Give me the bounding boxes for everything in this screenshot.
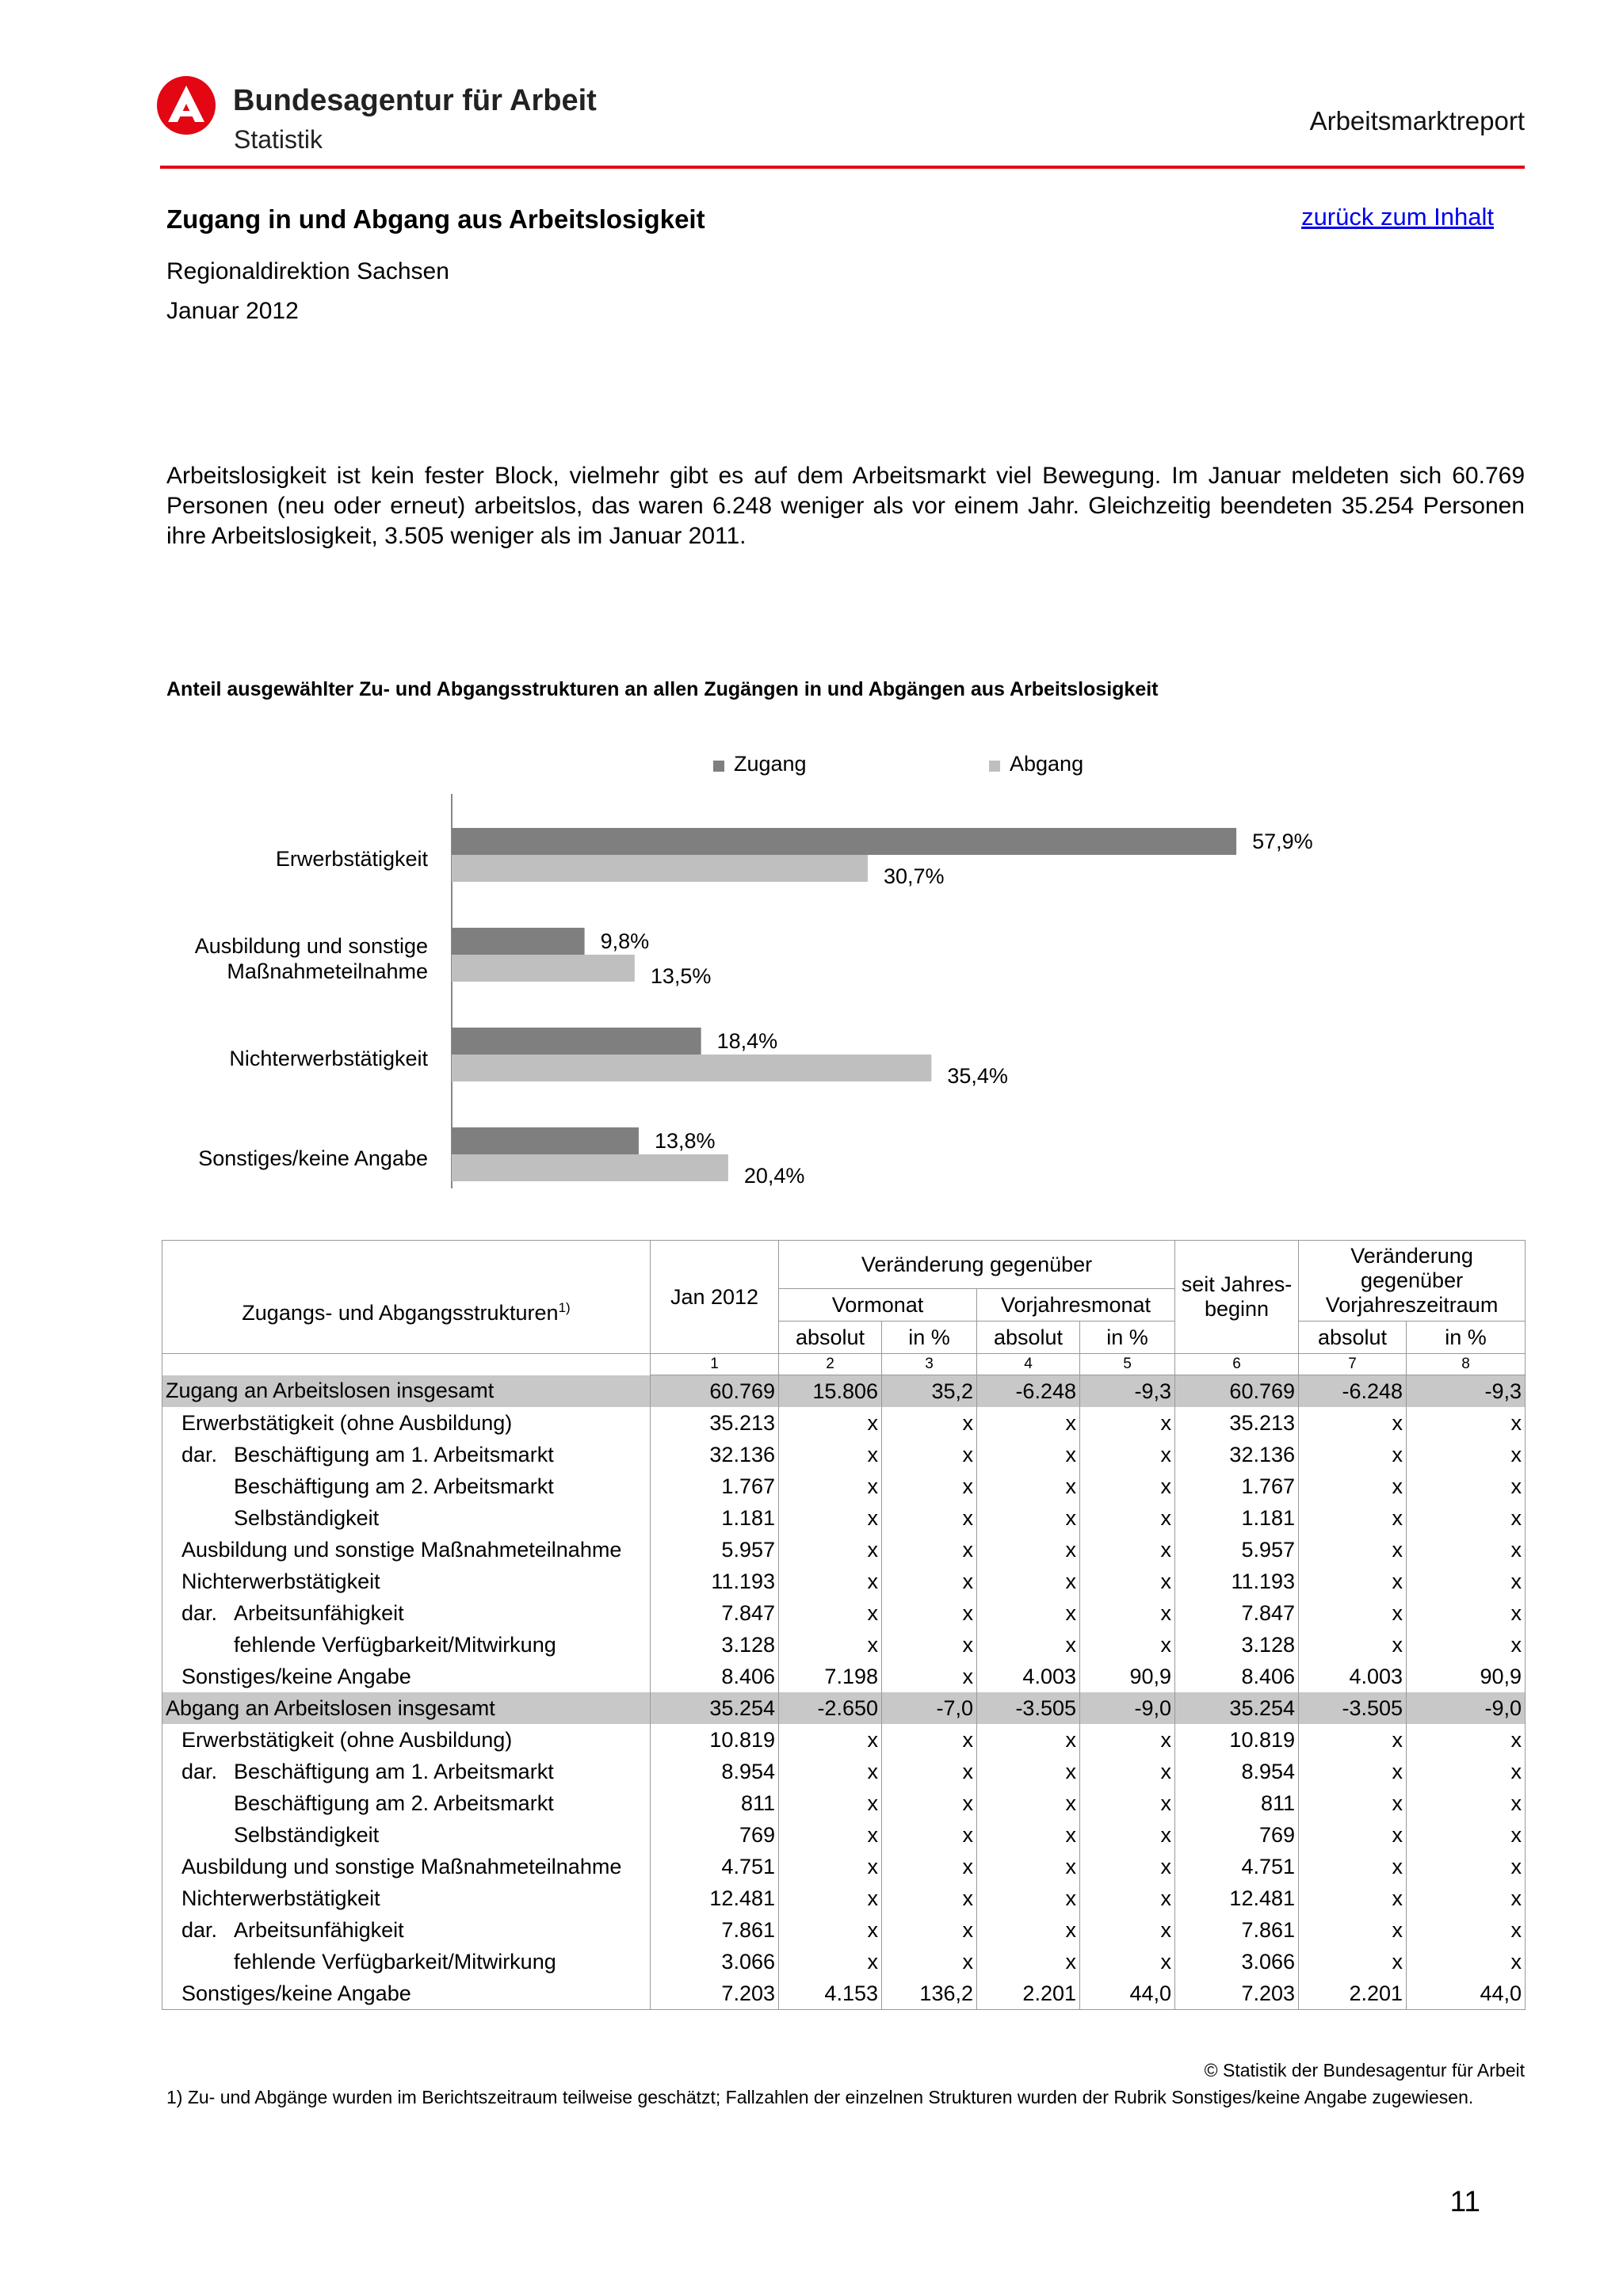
table-cell: 11.193 <box>1175 1566 1299 1597</box>
table-cell: 136,2 <box>882 1978 977 2010</box>
table-cell: 4.003 <box>1299 1661 1407 1692</box>
table-cell: x <box>779 1946 882 1978</box>
table-cell: x <box>779 1407 882 1439</box>
table-cell: x <box>779 1819 882 1851</box>
column-number: 4 <box>977 1354 1080 1375</box>
table-cell: 7.203 <box>651 1978 779 2010</box>
table-cell: x <box>779 1914 882 1946</box>
table-cell: -3.505 <box>1299 1692 1407 1724</box>
table-cell: x <box>1407 1756 1526 1787</box>
table-row <box>162 1978 1526 2010</box>
table-total-row <box>162 1692 1526 1724</box>
table-cell: x <box>1407 1566 1526 1597</box>
table-cell: x <box>882 1534 977 1566</box>
table-cell: 35.213 <box>1175 1407 1299 1439</box>
table-cell: 90,9 <box>1407 1661 1526 1692</box>
table-cell: x <box>1299 1851 1407 1882</box>
table-cell: x <box>977 1882 1080 1914</box>
table-row <box>162 1661 1526 1692</box>
table-cell: 1.181 <box>1175 1502 1299 1534</box>
table-cell: x <box>779 1882 882 1914</box>
table-cell: x <box>977 1787 1080 1819</box>
data-label: 35,4% <box>947 1064 1008 1088</box>
table-cell: x <box>977 1439 1080 1470</box>
table-cell: 35.254 <box>651 1692 779 1724</box>
table-cell: 7.847 <box>1175 1597 1299 1629</box>
table-cell: x <box>1407 1470 1526 1502</box>
bar-abgang <box>452 955 635 982</box>
table-cell: -9,3 <box>1407 1375 1526 1408</box>
row-label <box>162 1597 651 1629</box>
table-cell: 4.153 <box>779 1978 882 2010</box>
table-cell: x <box>1407 1439 1526 1470</box>
row-label <box>162 1756 651 1787</box>
table-cell: x <box>779 1439 882 1470</box>
table-cell: x <box>977 1597 1080 1629</box>
table-cell: x <box>1299 1882 1407 1914</box>
row-label: Ausbildung und sonstige Maßnahmeteilnahme <box>162 1851 651 1882</box>
header-change-period: Veränderung gegenüber Vorjahreszeitraum <box>1299 1241 1526 1322</box>
table-row <box>162 1819 1526 1851</box>
row-label: Erwerbstätigkeit (ohne Ausbildung) <box>162 1407 651 1439</box>
footnote: 1) Zu- und Abgänge wurden im Berichtszeitraum teilweise geschätzt; Fallzahlen der einzelnen Strukturen wurden der Rubrik Sonstiges/keine Angabe zugewiesen. <box>166 2087 1474 2107</box>
table-cell: x <box>1407 1597 1526 1629</box>
table-cell: x <box>1080 1787 1175 1819</box>
row-label-text: Beschäftigung am 1. Arbeitsmarkt <box>234 1442 554 1466</box>
bar-chart <box>158 745 1347 1212</box>
table-cell: x <box>1407 1534 1526 1566</box>
header-ytd: seit Jahres- beginn <box>1175 1241 1299 1354</box>
table-cell: 3.066 <box>651 1946 779 1978</box>
data-label: 13,5% <box>650 964 712 988</box>
table-cell: 10.819 <box>1175 1724 1299 1756</box>
table-cell: x <box>1080 1407 1175 1439</box>
row-label-text: Arbeitsunfähigkeit <box>234 1917 404 1942</box>
bar-abgang <box>452 1055 931 1081</box>
table-cell: x <box>1299 1756 1407 1787</box>
copyright: © Statistik der Bundesagentur für Arbeit <box>1204 2060 1525 2081</box>
table-cell: 1.767 <box>1175 1470 1299 1502</box>
column-number: 7 <box>1299 1354 1407 1375</box>
table-cell: x <box>1080 1439 1175 1470</box>
bar-zugang <box>452 828 1236 855</box>
header-change: Veränderung gegenüber <box>779 1241 1175 1289</box>
table-cell: x <box>1299 1407 1407 1439</box>
table-cell: x <box>1407 1851 1526 1882</box>
table-cell: 7.198 <box>779 1661 882 1692</box>
bar-zugang <box>452 928 585 955</box>
table-cell: x <box>1407 1629 1526 1661</box>
table-cell: x <box>882 1407 977 1439</box>
table-cell: x <box>882 1914 977 1946</box>
header-structures: Zugangs- und Abgangsstrukturen$^{1)}$ <box>162 1241 651 1354</box>
table-cell: x <box>779 1566 882 1597</box>
table-cell: 769 <box>651 1819 779 1851</box>
table-cell: x <box>882 1787 977 1819</box>
table-row <box>162 1914 1526 1946</box>
table-cell: 8.406 <box>651 1661 779 1692</box>
table-cell: -2.650 <box>779 1692 882 1724</box>
header-absolute: absolut <box>779 1322 882 1354</box>
intro-paragraph: Arbeitslosigkeit ist kein fester Block, vielmehr gibt es auf dem Arbeitsmarkt viel Bewegung. Im Januar meldeten sich 60.769 Personen (neu oder erneut) arbeitslos, das waren 6.248 weniger als vor einem Jahr. Gleichzeitig beendeten 35.254 Personen ihre Arbeitslosigkeit, 3.505 weniger als im Januar 2011. <box>166 463 1525 549</box>
table-row <box>162 1882 1526 1914</box>
table-row <box>162 1724 1526 1756</box>
table-cell: 35,2 <box>882 1375 977 1408</box>
table-cell: x <box>1407 1946 1526 1978</box>
table-cell: x <box>1080 1629 1175 1661</box>
table-cell: x <box>1299 1502 1407 1534</box>
table-cell: x <box>977 1470 1080 1502</box>
category-label: Ausbildung und sonstige <box>194 934 428 958</box>
table-cell: 3.128 <box>1175 1629 1299 1661</box>
column-number: 8 <box>1407 1354 1526 1375</box>
table-row <box>162 1439 1526 1470</box>
table-cell: x <box>1299 1819 1407 1851</box>
table-cell: -7,0 <box>882 1692 977 1724</box>
table-cell: x <box>1080 1724 1175 1756</box>
period-label: Januar 2012 <box>166 298 299 324</box>
legend-label: Zugang <box>734 752 807 776</box>
table-row <box>162 1502 1526 1534</box>
legend-label: Abgang <box>1010 752 1084 776</box>
table-cell: x <box>779 1534 882 1566</box>
table-cell: x <box>882 1661 977 1692</box>
table-row <box>162 1787 1526 1819</box>
table-cell: 15.806 <box>779 1375 882 1408</box>
table-cell: x <box>779 1470 882 1502</box>
table-cell: x <box>1080 1882 1175 1914</box>
row-label: Sonstiges/keine Angabe <box>162 1661 651 1692</box>
table-cell: 44,0 <box>1407 1978 1526 2010</box>
table-cell: 90,9 <box>1080 1661 1175 1692</box>
table-cell: x <box>882 1756 977 1787</box>
header-prev-year-month: Vorjahresmonat <box>977 1289 1175 1322</box>
header-prev-month: Vormonat <box>779 1289 977 1322</box>
table-cell: -9,3 <box>1080 1375 1175 1408</box>
table-cell: x <box>1299 1439 1407 1470</box>
table-cell: x <box>779 1851 882 1882</box>
row-label: Erwerbstätigkeit (ohne Ausbildung) <box>162 1724 651 1756</box>
row-prefix: dar. <box>181 1759 218 1783</box>
table-cell: x <box>977 1851 1080 1882</box>
table-cell: x <box>1407 1502 1526 1534</box>
table-cell: 811 <box>651 1787 779 1819</box>
bar-zugang <box>452 1028 701 1055</box>
table-cell: x <box>1299 1534 1407 1566</box>
table-cell: 60.769 <box>651 1375 779 1408</box>
table-cell: 3.066 <box>1175 1946 1299 1978</box>
table-cell: x <box>977 1724 1080 1756</box>
table-cell: x <box>1080 1756 1175 1787</box>
table-cell: x <box>779 1629 882 1661</box>
page-title: Zugang in und Abgang aus Arbeitslosigkeit <box>166 204 705 234</box>
row-label: Nichterwerbstätigkeit <box>162 1882 651 1914</box>
table-cell: x <box>1299 1597 1407 1629</box>
table-cell: x <box>882 1819 977 1851</box>
row-label: Nichterwerbstätigkeit <box>162 1566 651 1597</box>
table-cell: -6.248 <box>1299 1375 1407 1408</box>
table-cell: -9,0 <box>1407 1692 1526 1724</box>
header-percent: in % <box>1407 1322 1526 1354</box>
table-row <box>162 1597 1526 1629</box>
row-prefix: dar. <box>181 1917 218 1942</box>
row-label: Beschäftigung am 2. Arbeitsmarkt <box>162 1470 651 1502</box>
row-label: Selbständigkeit <box>162 1819 651 1851</box>
table-cell: 12.481 <box>651 1882 779 1914</box>
data-label: 20,4% <box>743 1164 805 1188</box>
legend-swatch-zugang <box>713 761 724 772</box>
row-label: Abgang an Arbeitslosen insgesamt <box>162 1692 651 1724</box>
table-cell: 60.769 <box>1175 1375 1299 1408</box>
row-prefix: dar. <box>181 1600 218 1625</box>
table-cell: x <box>1407 1787 1526 1819</box>
table-cell: x <box>1080 1470 1175 1502</box>
chart-title: Anteil ausgewählter Zu- und Abgangsstrukturen an allen Zugängen in und Abgängen aus Arbeitslosigkeit <box>166 678 1159 700</box>
table-cell: x <box>1407 1882 1526 1914</box>
row-prefix: dar. <box>181 1442 218 1466</box>
table-cell: x <box>1299 1914 1407 1946</box>
table-cell: 11.193 <box>651 1566 779 1597</box>
row-label: Beschäftigung am 2. Arbeitsmarkt <box>162 1787 651 1819</box>
table-cell: x <box>779 1724 882 1756</box>
table-total-row <box>162 1375 1526 1408</box>
row-label: fehlende Verfügbarkeit/Mitwirkung <box>162 1946 651 1978</box>
data-label: 9,8% <box>600 929 650 953</box>
table-cell: 1.181 <box>651 1502 779 1534</box>
table-cell: x <box>882 1946 977 1978</box>
page-number: 11 <box>1449 2185 1480 2218</box>
bar-abgang <box>452 1154 728 1181</box>
table-cell: x <box>977 1566 1080 1597</box>
brand-subtitle: Statistik <box>234 125 323 154</box>
table-row <box>162 1534 1526 1566</box>
table-cell: x <box>779 1597 882 1629</box>
table-cell: 4.751 <box>1175 1851 1299 1882</box>
table-cell: x <box>882 1502 977 1534</box>
table-cell: x <box>977 1629 1080 1661</box>
table-cell: 7.861 <box>651 1914 779 1946</box>
table-row <box>162 1629 1526 1661</box>
table-cell: 5.957 <box>651 1534 779 1566</box>
table-cell: x <box>977 1819 1080 1851</box>
table-cell: x <box>1080 1566 1175 1597</box>
table-cell: x <box>1080 1502 1175 1534</box>
table-cell: x <box>882 1882 977 1914</box>
table-row <box>162 1946 1526 1978</box>
row-label-text: Beschäftigung am 1. Arbeitsmarkt <box>234 1759 554 1783</box>
column-number: 5 <box>1080 1354 1175 1375</box>
table-cell: x <box>1299 1787 1407 1819</box>
row-label: Zugang an Arbeitslosen insgesamt <box>162 1375 651 1408</box>
table-row <box>162 1470 1526 1502</box>
table-cell: 7.861 <box>1175 1914 1299 1946</box>
flows-table <box>162 1240 1526 2010</box>
table-cell: x <box>882 1629 977 1661</box>
table-cell: x <box>977 1914 1080 1946</box>
table-cell: 8.954 <box>1175 1756 1299 1787</box>
table-cell: x <box>882 1439 977 1470</box>
table-cell: x <box>1080 1946 1175 1978</box>
table-cell: x <box>1299 1566 1407 1597</box>
table-cell: x <box>1407 1407 1526 1439</box>
table-cell: x <box>1407 1724 1526 1756</box>
table-cell: 32.136 <box>1175 1439 1299 1470</box>
table-cell: x <box>1299 1724 1407 1756</box>
table-cell: x <box>779 1756 882 1787</box>
brand-name: Bundesagentur für Arbeit <box>233 84 597 117</box>
table-cell: x <box>882 1724 977 1756</box>
table-cell: x <box>1080 1851 1175 1882</box>
table-cell: -3.505 <box>977 1692 1080 1724</box>
table-cell: x <box>1080 1819 1175 1851</box>
header-percent: in % <box>882 1322 977 1354</box>
table-cell: x <box>882 1851 977 1882</box>
table-cell: 4.751 <box>651 1851 779 1882</box>
table-cell: x <box>779 1502 882 1534</box>
data-label: 13,8% <box>654 1129 716 1153</box>
data-label: 57,9% <box>1252 830 1313 853</box>
row-label: fehlende Verfügbarkeit/Mitwirkung <box>162 1629 651 1661</box>
table-cell: 1.767 <box>651 1470 779 1502</box>
table-cell: x <box>1407 1819 1526 1851</box>
row-label: Ausbildung und sonstige Maßnahmeteilnahme <box>162 1534 651 1566</box>
data-label: 30,7% <box>883 864 945 888</box>
colnum-blank <box>162 1354 651 1375</box>
table-row <box>162 1407 1526 1439</box>
report-title: Arbeitsmarktreport <box>1309 106 1525 135</box>
category-label: Erwerbstätigkeit <box>275 847 428 871</box>
table-cell: 7.847 <box>651 1597 779 1629</box>
table-cell: 7.203 <box>1175 1978 1299 2010</box>
header-absolute: absolut <box>977 1322 1080 1354</box>
legend-swatch-abgang <box>989 761 1000 772</box>
row-label: Selbständigkeit <box>162 1502 651 1534</box>
column-number: 1 <box>651 1354 779 1375</box>
table-cell: x <box>882 1566 977 1597</box>
table-cell: x <box>977 1946 1080 1978</box>
table-cell: 8.406 <box>1175 1661 1299 1692</box>
category-label: Nichterwerbstätigkeit <box>229 1047 428 1070</box>
row-label <box>162 1439 651 1470</box>
table-cell: x <box>1080 1914 1175 1946</box>
table-cell: x <box>1299 1946 1407 1978</box>
region-label: Regionaldirektion Sachsen <box>166 258 449 284</box>
data-label: 18,4% <box>716 1029 778 1053</box>
table-cell: -6.248 <box>977 1375 1080 1408</box>
header-jan: Jan 2012 <box>651 1241 779 1354</box>
row-label <box>162 1914 651 1946</box>
table-cell: 811 <box>1175 1787 1299 1819</box>
table-cell: x <box>977 1756 1080 1787</box>
table-cell: x <box>977 1502 1080 1534</box>
table-row <box>162 1756 1526 1787</box>
table-cell: 5.957 <box>1175 1534 1299 1566</box>
table-cell: 10.819 <box>651 1724 779 1756</box>
back-to-contents-link[interactable]: zurück zum Inhalt <box>1301 203 1494 231</box>
table-row <box>162 1851 1526 1882</box>
table-cell: -9,0 <box>1080 1692 1175 1724</box>
table-cell: x <box>1299 1629 1407 1661</box>
table-cell: 35.254 <box>1175 1692 1299 1724</box>
table-cell: x <box>1080 1534 1175 1566</box>
table-cell: 44,0 <box>1080 1978 1175 2010</box>
bar-zugang <box>452 1127 639 1154</box>
header-percent: in % <box>1080 1322 1175 1354</box>
header-divider <box>160 166 1525 169</box>
table-cell: 8.954 <box>651 1756 779 1787</box>
table-cell: 32.136 <box>651 1439 779 1470</box>
category-label: Sonstiges/keine Angabe <box>198 1146 428 1170</box>
column-number: 3 <box>882 1354 977 1375</box>
table-cell: x <box>1080 1597 1175 1629</box>
table-cell: 35.213 <box>651 1407 779 1439</box>
table-cell: 4.003 <box>977 1661 1080 1692</box>
row-label: Sonstiges/keine Angabe <box>162 1978 651 2010</box>
table-cell: x <box>977 1407 1080 1439</box>
table-cell: x <box>1407 1914 1526 1946</box>
table-cell: x <box>1299 1470 1407 1502</box>
table-cell: x <box>779 1787 882 1819</box>
table-cell: x <box>882 1470 977 1502</box>
table-cell: x <box>882 1597 977 1629</box>
table-cell: 769 <box>1175 1819 1299 1851</box>
table-cell: 2.201 <box>1299 1978 1407 2010</box>
table-cell: 2.201 <box>977 1978 1080 2010</box>
table-row <box>162 1566 1526 1597</box>
column-number: 2 <box>779 1354 882 1375</box>
table-cell: 12.481 <box>1175 1882 1299 1914</box>
table-cell: 3.128 <box>651 1629 779 1661</box>
category-label: Maßnahmeteilnahme <box>227 959 428 983</box>
column-number: 6 <box>1175 1354 1299 1375</box>
table-cell: x <box>977 1534 1080 1566</box>
row-label-text: Arbeitsunfähigkeit <box>234 1600 404 1625</box>
bar-abgang <box>452 855 868 882</box>
header-absolute: absolut <box>1299 1322 1407 1354</box>
ba-logo-icon <box>157 76 216 135</box>
